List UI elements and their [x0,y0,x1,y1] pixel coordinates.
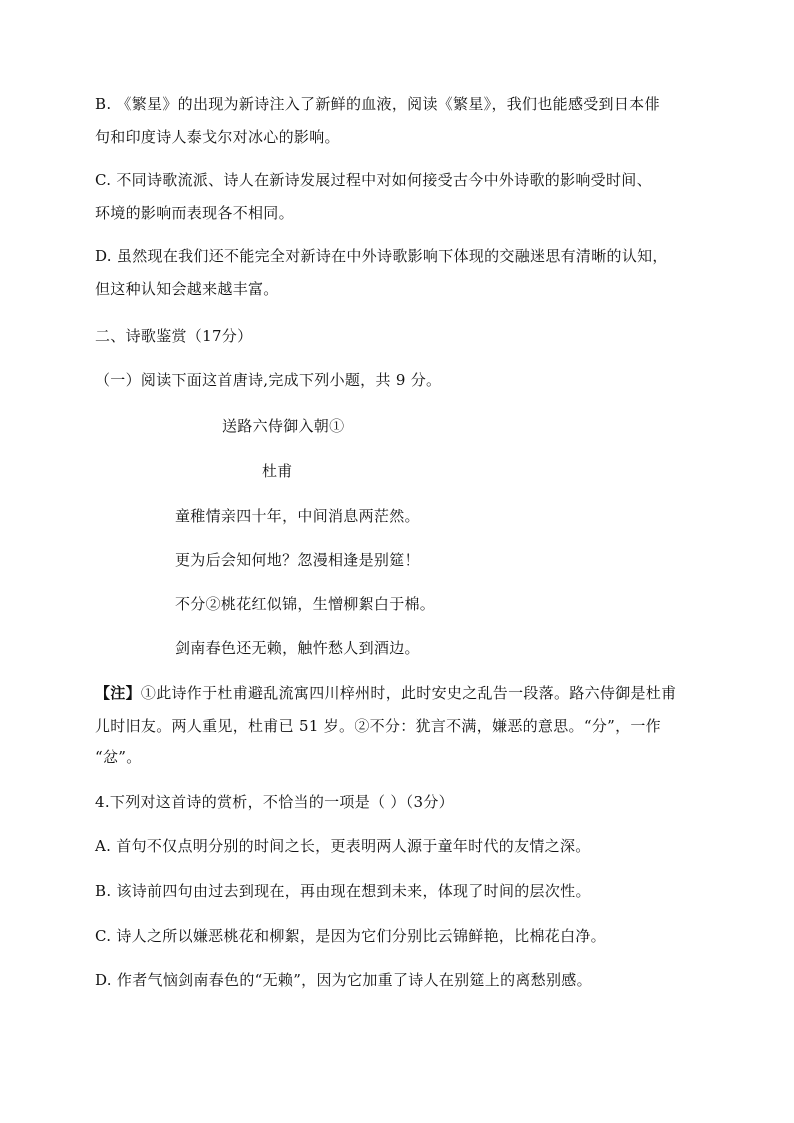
question-option-b: B. 该诗前四句由过去到现在，再由现在想到未来，体现了时间的层次性。 [95,882,591,900]
option-d-line2: 但这种认知会越来越丰富。 [95,280,279,298]
note-line1 [95,683,676,703]
poem-author: 杜甫 [262,462,293,480]
question-stem: 4.下列对这首诗的赏析，不恰当的一项是（ ）（3分） [95,793,454,811]
note-line2: 儿时旧友。两人重见，杜甫已 51 岁。②不分：犹言不满，嫌恶的意思。“分”，一作 [95,717,661,735]
poem-line-3: 不分②桃花红似锦，生憎柳絮白于棉。 [175,595,436,613]
option-d-line1: D. 虽然现在我们还不能完全对新诗在中外诗歌影响下体现的交融迷思有清晰的认知， [95,247,668,265]
poem-line-4: 剑南春色还无赖，触忤愁人到酒边。 [175,639,420,657]
note-label: 【注】 [95,684,141,702]
option-c-line2: 环境的影响而表现各不相同。 [95,204,294,222]
note-line3: “忿”。 [95,748,142,766]
question-option-a: A. 首句不仅点明分别的时间之长，更表明两人源于童年时代的友情之深。 [95,837,591,855]
poem-title: 送路六侍御入朝① [222,417,345,435]
note-text-1: ①此诗作于杜甫避乱流寓四川梓州时，此时安史之乱告一段落。路六侍御是杜甫 [140,684,677,702]
question-option-c: C. 诗人之所以嫌恶桃花和柳絮，是因为它们分别比云锦鲜艳，比棉花白净。 [95,927,606,945]
option-c-line1: C. 不同诗歌流派、诗人在新诗发展过程中对如何接受古今中外诗歌的影响受时间、 [95,171,652,189]
question-option-d: D. 作者气恼剑南春色的“无赖”，因为它加重了诗人在别筵上的离愁别感。 [95,971,592,989]
option-b-line1: B. 《繁星》的出现为新诗注入了新鲜的血液，阅读《繁星》，我们也能感受到日本俳 [95,95,660,113]
option-b-line2: 句和印度诗人泰戈尔对冰心的影响。 [95,128,340,146]
poem-line-2: 更为后会知何地？忽漫相逢是别筵！ [175,551,420,569]
section-heading: 二、诗歌鉴赏（17分） [95,327,253,345]
section-sub-heading: （一）阅读下面这首唐诗,完成下列小题，共 9 分。 [95,371,442,389]
poem-line-1: 童稚情亲四十年，中间消息两茫然。 [175,507,420,525]
